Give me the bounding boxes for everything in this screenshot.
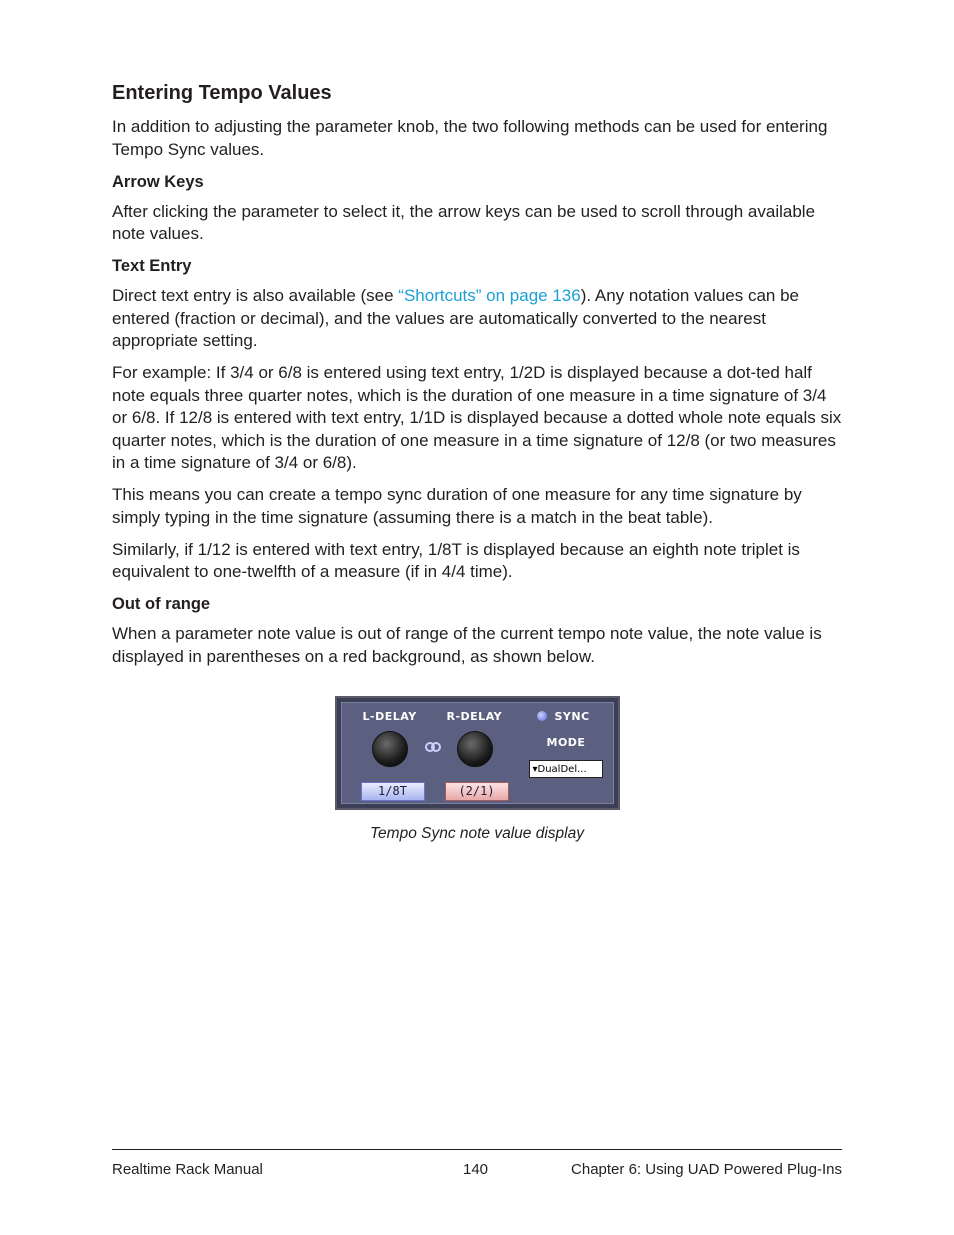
- text-entry-paragraph-1: [112, 285, 842, 353]
- footer-divider: [112, 1149, 842, 1150]
- link-icon[interactable]: [425, 742, 441, 752]
- l-delay-knob[interactable]: [372, 731, 408, 767]
- figure-caption: Tempo Sync note value display: [370, 825, 584, 842]
- page-content: [112, 80, 842, 843]
- r-delay-value[interactable]: (2/1): [445, 782, 509, 801]
- text-entry-heading: Text Entry: [112, 257, 192, 275]
- text-entry-p1-after: ). Any notation values can be entered (fraction or decimal), and the values are automatically converted to the nearest appropriate setting.: [112, 286, 800, 350]
- shortcuts-link[interactable]: “Shortcuts” on page 136: [398, 286, 581, 305]
- arrow-keys-heading: Arrow Keys: [112, 172, 204, 191]
- sync-label: SYNC: [554, 710, 590, 723]
- figure: [112, 696, 842, 843]
- page-number: 140: [463, 1161, 489, 1178]
- text-entry-p1-before: Direct text entry is also available (see: [112, 286, 399, 305]
- r-delay-label: R-DELAY: [446, 710, 503, 723]
- r-delay-knob[interactable]: [457, 731, 493, 767]
- mode-label: MODE: [546, 736, 586, 749]
- footer-chapter: Chapter 6: Using UAD Powered Plug-Ins: [571, 1161, 842, 1178]
- text-entry-paragraph-2: For example: If 3/4 or 6/8 is entered using text entry, 1/2D is displayed because a dot-ted half note equals three quarter notes, which is the duration of one measure in a time signature of 3/4 or 6/8. If 12/8 is entered with text entry, 1/1D is displayed because a dotted whole note equals six quarter notes, which is the duration of one measure in a time signature of 12/8 (or two measures in a time signature of 3/4 or 6/8).: [112, 363, 842, 472]
- footer-title: Realtime Rack Manual: [112, 1161, 263, 1178]
- sync-led-icon[interactable]: [537, 711, 547, 721]
- out-of-range-heading: Out of range: [112, 595, 211, 613]
- text-entry-paragraph-3: This means you can create a tempo sync duration of one measure for any time signature by simply typing in the time signature (assuming there is a match in the beat table).: [112, 485, 802, 527]
- text-entry-paragraph-4: Similarly, if 1/12 is entered with text entry, 1/8T is displayed because an eighth note triplet is equivalent to one-twelfth of a measure (if in 4/4 time).: [112, 539, 800, 581]
- tempo-sync-panel: [335, 696, 620, 810]
- intro-paragraph: In addition to adjusting the parameter knob, the two following methods can be used for entering Tempo Sync values.: [112, 117, 828, 159]
- section-heading: Entering Tempo Values: [112, 82, 332, 104]
- l-delay-label: L-DELAY: [362, 710, 417, 723]
- out-of-range-paragraph: When a parameter note value is out of range of the current tempo note value, the note value is displayed in parentheses on a red background, as shown below.: [112, 624, 822, 666]
- l-delay-value[interactable]: 1/8T: [361, 782, 425, 801]
- mode-dropdown[interactable]: ▾DualDel...: [529, 760, 603, 778]
- arrow-keys-paragraph: After clicking the parameter to select it, the arrow keys can be used to scroll through available note values.: [112, 201, 816, 243]
